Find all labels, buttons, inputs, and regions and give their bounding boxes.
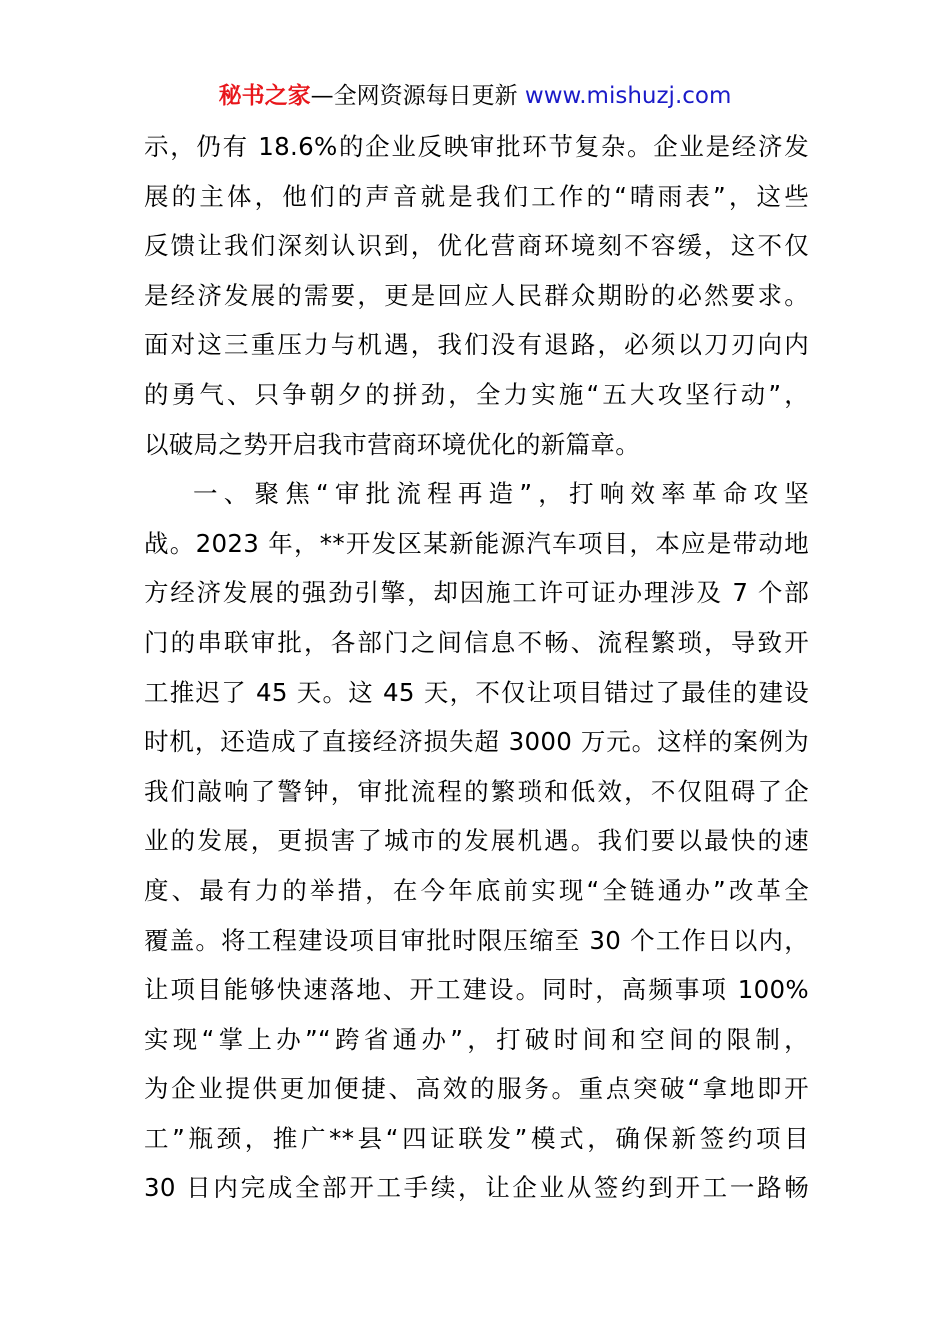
text-line: 战。2023 年，**开发区某新能源汽车项目，本应是带动地 [144, 528, 809, 558]
text-line: 业的发展，更损害了城市的发展机遇。我们要以最快的速 [144, 826, 809, 856]
text-line: 反馈让我们深刻认识到，优化营商环境刻不容缓，这不仅 [144, 231, 809, 261]
text-line: 为企业提供更加便捷、高效的服务。重点突破“拿地即开 [144, 1074, 809, 1104]
text-line: 实现“掌上办”“跨省通办”，打破时间和空间的限制， [144, 1024, 809, 1054]
site-header [0, 80, 950, 112]
section-heading-line: 一、聚焦“审批流程再造”，打响效率革命攻坚 [193, 479, 809, 509]
site-slogan: —全网资源每日更新 [310, 83, 525, 109]
text-line: 展的主体，他们的声音就是我们工作的“晴雨表”，这些 [144, 181, 809, 211]
text-line: 我们敲响了警钟，审批流程的繁琐和低效，不仅阻碍了企 [144, 776, 809, 806]
site-brand: 秘书之家 [218, 83, 311, 109]
site-url-link[interactable]: www.mishuzj.com [524, 83, 732, 109]
text-line: 门的串联审批，各部门之间信息不畅、流程繁琐，导致开 [144, 627, 809, 657]
text-line: 让项目能够快速落地、开工建设。同时，高频事项 100% [144, 975, 809, 1005]
document-body [144, 128, 809, 1219]
text-line: 工”瓶颈，推广**县“四证联发”模式，确保新签约项目 [144, 1123, 809, 1153]
text-line: 工推迟了 45 天。这 45 天，不仅让项目错过了最佳的建设 [144, 677, 809, 707]
text-line: 示，仍有 18.6%的企业反映审批环节复杂。企业是经济发 [144, 132, 809, 161]
text-line: 时机，还造成了直接经济损失超 3000 万元。这样的案例为 [144, 727, 809, 757]
text-line: 是经济发展的需要，更是回应人民群众期盼的必然要求。 [144, 280, 809, 310]
text-line: 度、最有力的举措，在今年底前实现“全链通办”改革全 [144, 875, 809, 905]
text-line: 以破局之势开启我市营商环境优化的新篇章。 [144, 429, 640, 459]
text-line: 方经济发展的强劲引擎，却因施工许可证办理涉及 7 个部 [144, 578, 809, 608]
text-line: 面对这三重压力与机遇，我们没有退路，必须以刀刃向内 [144, 330, 809, 360]
text-line: 30 日内完成全部开工手续，让企业从签约到开工一路畅 [144, 1173, 809, 1203]
text-line: 覆盖。将工程建设项目审批时限压缩至 30 个工作日以内， [144, 925, 809, 955]
text-line: 的勇气、只争朝夕的拼劲，全力实施“五大攻坚行动”， [144, 379, 809, 409]
